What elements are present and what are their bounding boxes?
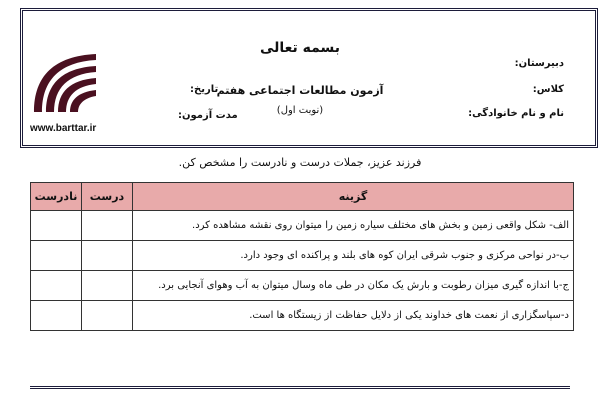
duration-label: مدت آزمون: [178,110,238,121]
column-header-false: نادرست [31,183,82,211]
school-label: دبیرستان: [514,58,564,69]
instruction-text: فرزند عزیز، جملات درست و نادرست را مشخص کن. [178,156,422,169]
false-answer-cell[interactable] [31,301,82,331]
table-row [31,211,574,241]
question-text: د-سپاسگزاری از نعمت های خداوند یکی از دلایل حفاظت از زیستگاه ها است. [133,301,574,331]
exam-title: آزمون مطالعات اجتماعی هفتم [216,84,384,97]
bottom-divider [30,386,570,391]
bismillah-heading: بسمه تعالی [259,40,341,56]
exam-turn: (نوبت اول) [276,105,324,116]
header-frame [20,8,598,148]
false-answer-cell[interactable] [31,211,82,241]
table-header-row [31,183,574,211]
table-row [31,271,574,301]
question-text: ج-با اندازه گیری میزان رطوبت و بارش یک مکان در طی ماه وسال میتوان به آب وهوای آنجایی برد. [133,271,574,301]
question-text: ب-در نواحی مرکزی و جنوب شرقی ایران کوه های بلند و پراکنده ای وجود دارد. [133,241,574,271]
barttar-logo-icon [30,46,100,116]
true-false-table [30,182,574,331]
column-header-true: درست [82,183,133,211]
table-row [31,241,574,271]
false-answer-cell[interactable] [31,241,82,271]
false-answer-cell[interactable] [31,271,82,301]
true-answer-cell[interactable] [82,301,133,331]
date-label: تاریخ: [190,84,219,95]
true-answer-cell[interactable] [82,241,133,271]
student-name-label: نام و نام خانوادگی: [468,108,564,119]
true-answer-cell[interactable] [82,271,133,301]
question-text: الف- شکل واقعی زمین و بخش های مختلف سیاره زمین را میتوان روی نقشه مشاهده کرد. [133,211,574,241]
class-label: کلاس: [532,84,564,95]
column-header-question: گزینه [133,183,574,211]
table-row [31,301,574,331]
website-link[interactable]: www.barttar.ir [30,123,97,134]
true-answer-cell[interactable] [82,211,133,241]
